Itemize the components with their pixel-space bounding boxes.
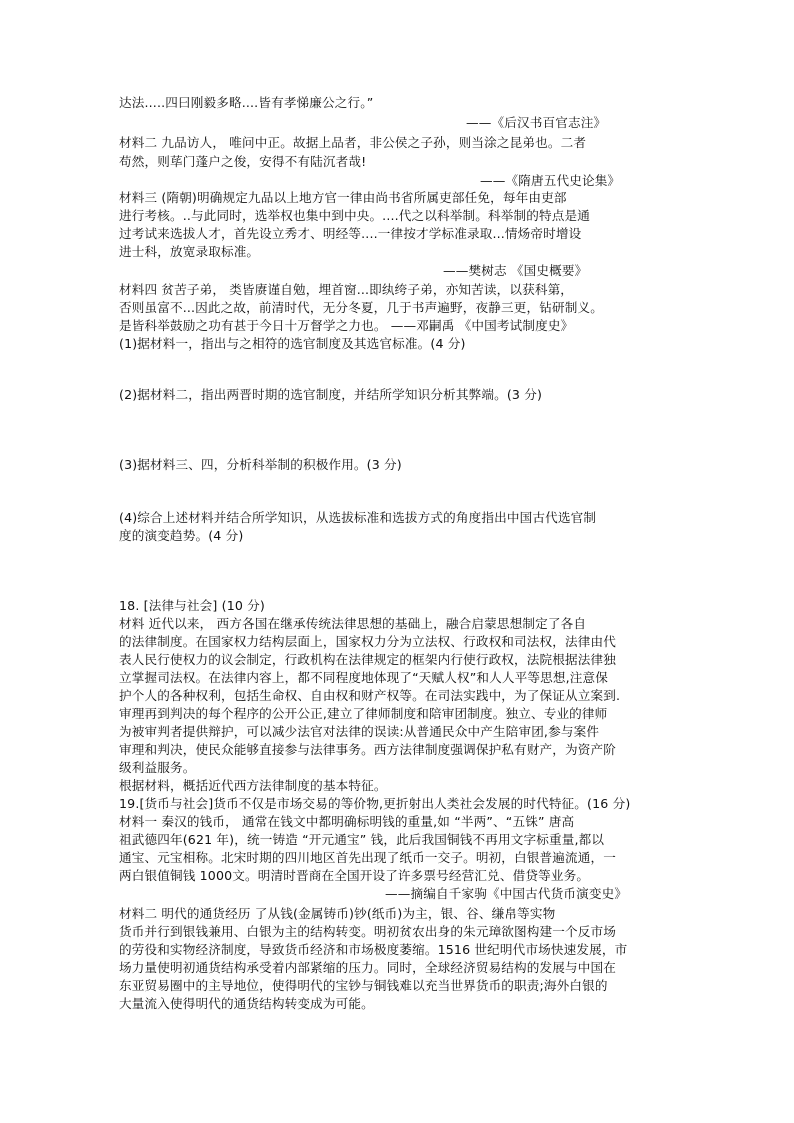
text-line: 材料 近代以来， 西方各国在继承传统法律思想的基础上，融合启蒙思想制定了各自 xyxy=(119,616,587,631)
text-line: 材料二 明代的通货经历 了从钱(金属铸币)钞(纸币)为主，银、谷、缣帛等实物 xyxy=(119,906,556,921)
text-line: 的劳役和实物经济制度，导致货币经济和市场极度萎缩。1516 世纪明代市场快速发展，市 xyxy=(119,942,628,957)
q19-heading: 19.[货币与社会]货币不仅是市场交易的等价物,更折射出人类社会发展的时代特征。(16 分) xyxy=(119,796,631,811)
text-line: 的法律制度。在国家权力结构层面上，国家权力分为立法权、行政权和司法权，法律由代 xyxy=(119,634,617,649)
text-line: 表人民行使权力的议会制定，行政机构在法律规定的框架内行使行政权，法院根据法律独 xyxy=(119,652,617,667)
q18-heading: 18. [法律与社会] (10 分) xyxy=(119,598,265,613)
text-line: 审理和判决，使民众能够直接参与法律事务。西方法律制度强调保护私有财产，为资产阶 xyxy=(119,742,617,757)
text-line: 祖武德四年(621 年)，统一铸造 “开元通宝” 钱，此后我国铜钱不再用文字标重量,都以 xyxy=(119,832,605,847)
text-line: 苟然，则荜门蓬户之俊，安得不有陆沉者哉! xyxy=(119,154,367,169)
text-line: 材料二 九品访人， 唯问中正。故据上品者，非公侯之子孙，则当涂之昆弟也。二者 xyxy=(119,135,587,150)
text-line: 进行考核。..与此同时，选举权也集中到中央。....代之以科举制。科举制的特点是通 xyxy=(119,208,590,223)
source-citation: ——《后汉书百官志注》 xyxy=(466,115,607,130)
text-line: 进士科，放宽录取标准。 xyxy=(119,244,260,259)
text-line: 为被审判者提供辩护，可以减少法官对法律的误读:从普通民众中产生陪审团,参与案件 xyxy=(119,724,600,739)
text-line: 过考试来选拔人才，首先设立秀才、明经等....一律按才学标准录取...情炀帝时增设 xyxy=(119,226,582,241)
text-line: 否则虽富不...因此之故，前清时代，无分冬夏，几于书声遍野，夜静三更，钻研制义。 xyxy=(119,300,603,315)
text-line: 两白银值铜钱 1000文。明清时晋商在全国开设了许多票号经营汇兑、借贷等业务。 xyxy=(119,868,590,883)
question-4-cont: 度的演变趋势。(4 分) xyxy=(119,528,244,543)
text-line: 护个人的各种权利，包括生命权、自由权和财产权等。在司法实践中，为了保证从立案到. xyxy=(119,688,621,703)
text-line: 材料三 (隋朝)明确规定九品以上地方官一律由尚书省所属吏部任免，每年由吏部 xyxy=(119,190,567,205)
question-2: (2)据材料二，指出两晋时期的选官制度，并结所学知识分析其弊端。(3 分) xyxy=(119,387,543,402)
source-citation: ——摘编自千家驹《中国古代货币演变史》 xyxy=(385,886,628,901)
text-line: 立掌握司法权。在法律内容上，都不同程度地体现了“天赋人权”和人人平等思想,注意保 xyxy=(119,670,609,685)
text-line: 审理再到判决的每个程序的公开公正,建立了律师制度和陪审团制度。独立、专业的律师 xyxy=(119,706,608,721)
source-citation: ——《隋唐五代史论集》 xyxy=(480,173,621,188)
text-line: 货币并行到银钱兼用、白银为主的结构转变。明初贫农出身的朱元璋欲图构建一个反市场 xyxy=(119,924,617,939)
text-line: 通宝、元宝相称。北宋时期的四川地区首先出现了纸币一交子。明初，白银普遍流通，一 xyxy=(119,850,617,865)
text-line: 材料一 秦汉的钱币， 通常在钱文中都明确标明钱的重量,如 “半两”、“五铢” 唐高 xyxy=(119,814,575,829)
text-line: 东亚贸易圈中的主导地位，使得明代的宝钞与铜钱难以充当世界货币的职责;海外白银的 xyxy=(119,978,608,993)
question-1: (1)据材料一，指出与之相符的选官制度及其选官标准。(4 分) xyxy=(119,336,466,351)
text-line: 是皆科举鼓励之功有甚于今日十万督学之力也。 ——邓嗣禹 《中国考试制度史》 xyxy=(119,318,574,333)
text-line: 达法.....四曰刚毅多略....皆有孝悌廉公之行。” xyxy=(119,95,374,110)
text-line: 级利益服务。 xyxy=(119,760,196,775)
question-4: (4)综合上述材料并结合所学知识，从选拔标准和选拔方式的角度指出中国古代选官制 xyxy=(119,510,597,525)
question-3: (3)据材料三、四，分析科举制的积极作用。(3 分) xyxy=(119,457,402,472)
q18-prompt: 根据材料，概括近代西方法律制度的基本特征。 xyxy=(119,778,387,793)
text-line: 大量流入使得明代的通货结构转变成为可能。 xyxy=(119,996,374,1011)
text-line: 场力量使明初通货结构承受着内部紧缩的压力。同时，全球经济贸易结构的发展与中国在 xyxy=(119,960,617,975)
text-line: 材料四 贫苦子弟， 类皆赓谨自勉，埋首窗...即纨绔子弟，亦知苦读，以获科第， xyxy=(119,282,574,297)
source-citation: ——樊树志 《国史概要》 xyxy=(443,263,588,278)
